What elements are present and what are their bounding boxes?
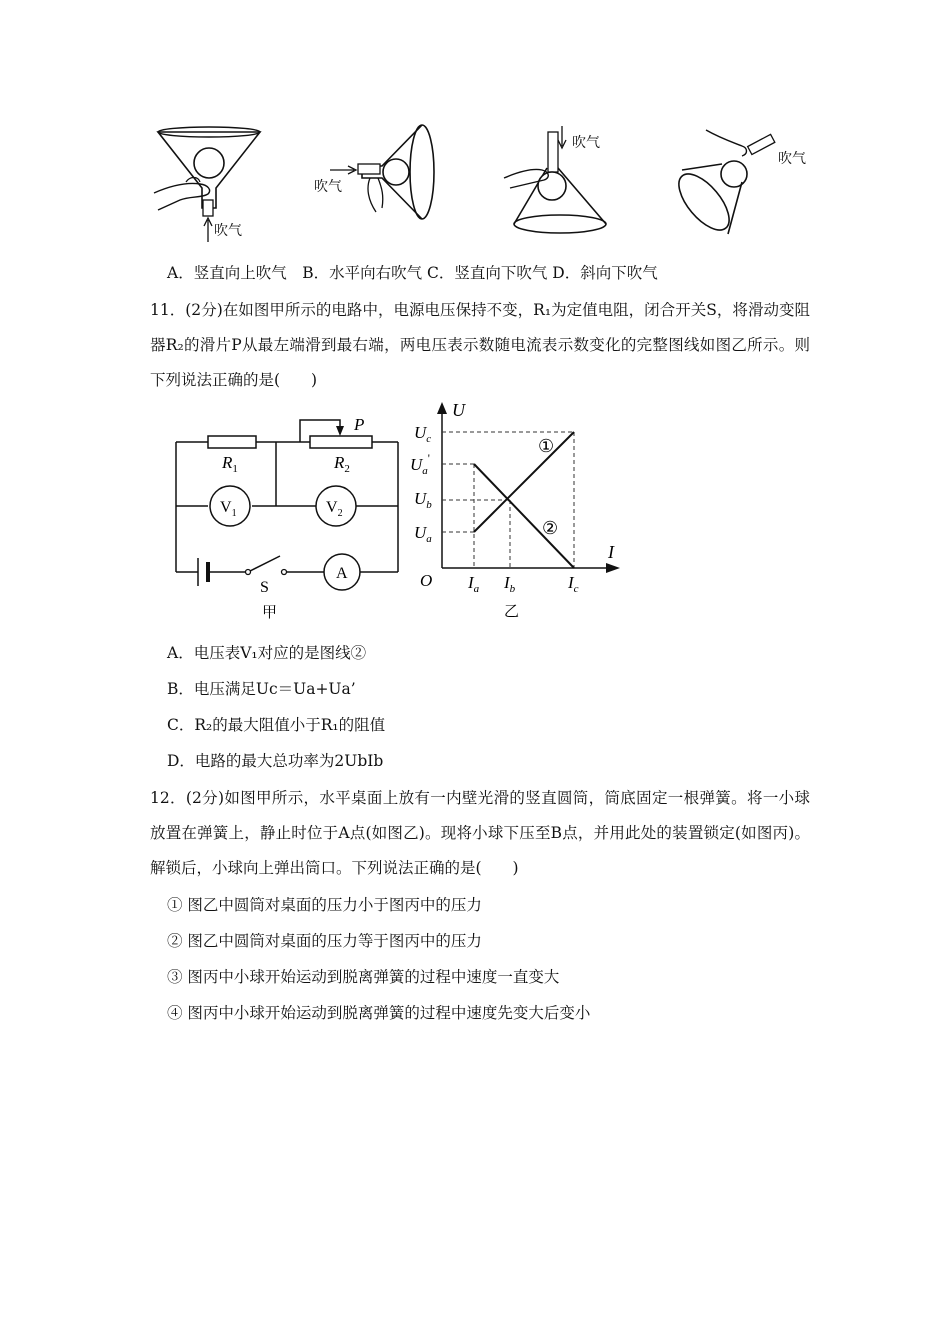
u-i-graph [404, 396, 630, 626]
ua-prime-label: U [410, 455, 423, 474]
blow-label-a: 吹气 [214, 223, 242, 239]
v2-label: V [326, 499, 338, 516]
r2-rheostat [310, 436, 372, 448]
funnel-figure-d [676, 124, 816, 244]
i-axis-label: I [608, 542, 614, 562]
q12-statement-1: ① 图乙中圆筒对桌面的压力小于图丙中的压力 [167, 896, 482, 914]
uc-label: U [414, 423, 427, 442]
blow-label-c: 吹气 [572, 135, 600, 151]
svg-text:V2: $V_2$ [326, 499, 343, 519]
r1-resistor [208, 436, 256, 448]
svg-text:Ua: $U_a$ [414, 523, 432, 545]
funnel-figure-a [150, 118, 270, 243]
blow-label-b: 吹气 [314, 179, 342, 195]
funnel-figure-c [500, 122, 620, 242]
u-axis-label: U [452, 400, 465, 420]
q11-option-b: B．电压满足Uc＝Ua+Ua’ [167, 680, 356, 698]
ua-label: U [414, 523, 427, 542]
line-1-marker: ① [538, 436, 555, 456]
v1-label: V [220, 499, 232, 516]
origin-label: O [420, 571, 433, 590]
svg-text:Uc: $U_c$ [414, 423, 432, 445]
q11-option-a: A．电压表V₁对应的是图线② [167, 644, 367, 662]
svg-text:R2: $R_2$ [334, 453, 350, 475]
q12-statement-2: ② 图乙中圆筒对桌面的压力等于图丙中的压力 [167, 932, 482, 950]
ia-label: I [468, 573, 474, 592]
ub-label: U [414, 489, 427, 508]
funnel-figure-b [312, 122, 442, 222]
q12-statement-4: ④ 图丙中小球开始运动到脱离弹簧的过程中速度先变大后变小 [167, 1004, 591, 1022]
ic-label: I [568, 573, 574, 592]
q11-stem: 11．(2分)在如图甲所示的电路中，电源电压保持不变，R₁为定值电阻，闭合开关S，将滑动变阻器R₂的滑片P从最左端滑到最右端，两电压表示数随电流表示数变化的完整图线如图乙所示。则下列说法正确的是( ) [150, 301, 810, 389]
svg-text:Ub: $U_b$ [414, 489, 432, 511]
svg-text:Ib: $I_b$ [504, 573, 516, 595]
svg-text:Ia: $I_a$ [468, 573, 480, 595]
q11-option-d: D．电路的最大总功率为2UbIb [167, 752, 384, 770]
q10-options: A．竖直向上吹气 B．水平向右吹气 C．竖直向下吹气 D．斜向下吹气 [167, 264, 658, 282]
q12-statement-3: ③ 图丙中小球开始运动到脱离弹簧的过程中速度一直变大 [167, 968, 560, 986]
ammeter-label: A [336, 565, 348, 582]
p-label: P [354, 415, 365, 434]
svg-text:Ua': $U_a'$ [410, 451, 430, 477]
q12-stem: 12．(2分)如图甲所示，水平桌面上放有一内壁光滑的竖直圆筒，筒底固定一根弹簧。将一小球放置在弹簧上，静止时位于A点(如图乙)。现将小球下压至B点，并用此处的装置锁定(如图丙)。解锁后，小球向上弹出筒口。下列说法正确的是( ) [150, 789, 810, 877]
svg-text:R1: $R_1$ [222, 453, 238, 475]
line-2-marker: ② [542, 518, 559, 538]
r2-label: R [334, 453, 345, 472]
circuit-diagram [160, 412, 420, 622]
svg-text:V1: $V_1$ [220, 499, 237, 519]
switch-label: S [260, 579, 269, 596]
ib-label: I [504, 573, 510, 592]
svg-text:Ic: $I_c$ [568, 573, 579, 595]
figure-jia-caption: 甲 [262, 605, 278, 621]
r1-label: R [222, 453, 233, 472]
blow-label-d: 吹气 [778, 151, 806, 167]
figure-yi-caption: 乙 [504, 604, 520, 620]
q11-option-c: C．R₂的最大阻值小于R₁的阻值 [167, 716, 386, 734]
